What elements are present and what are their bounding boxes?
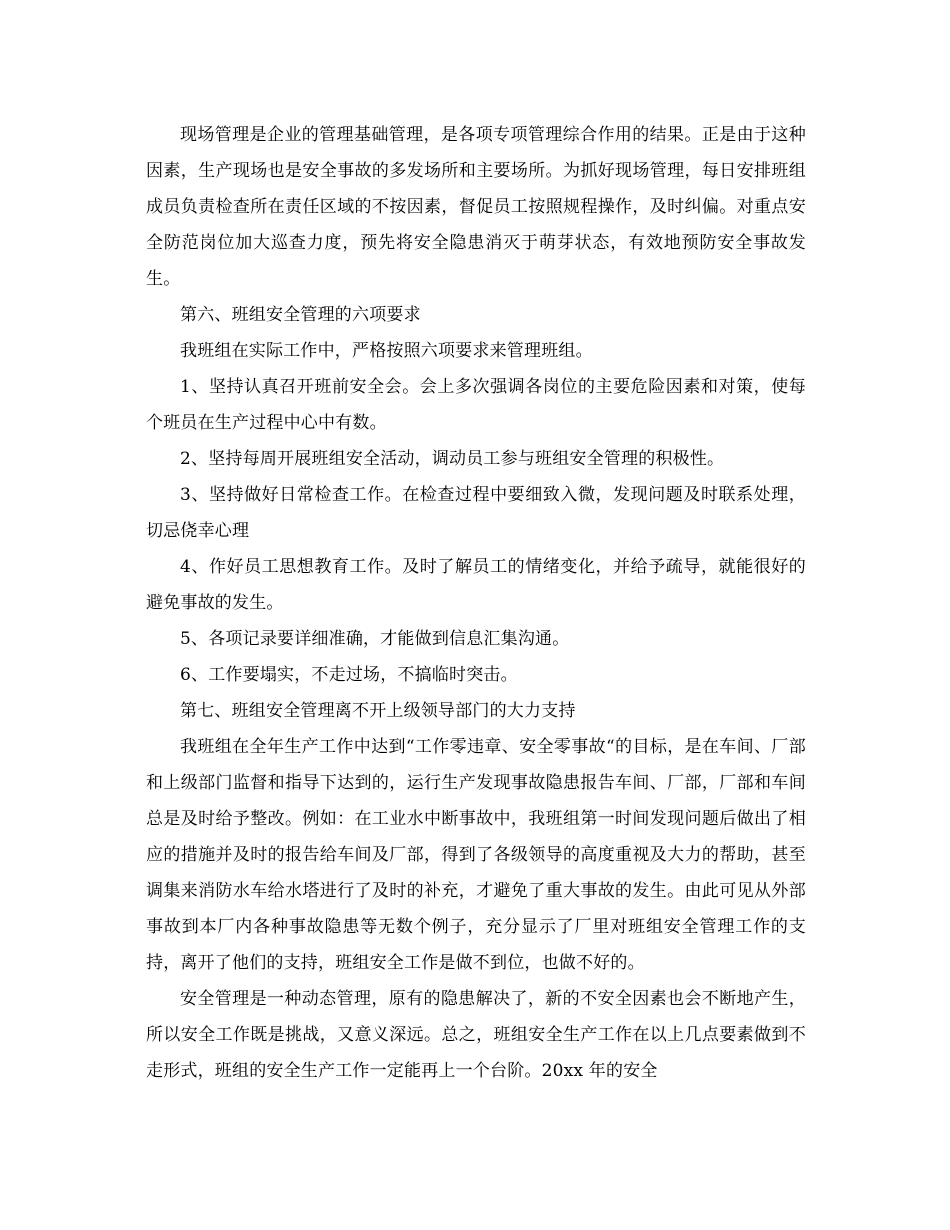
- paragraph-six-requirements-intro: 我班组在实际工作中，严格按照六项要求来管理班组。: [180, 341, 593, 361]
- list-item-requirement-3: 3、坚持做好日常检查工作。在检查过程中要细致入微，发现问题及时联系处理，切忌侥幸心理: [146, 485, 806, 541]
- paragraph-leadership-support: 我班组在全年生产工作中达到“工作零违章、安全零事故“的目标，是在车间、厂部和上级部门监督和指导下达到的，运行生产发现事故隐患报告车间、厂部，厂部和车间总是及时给予整改。例如：在工业水中断事故中，我班组第一时间发现问题后做出了相应的措施并及时的报告给车间及厂部，得到了各级领导的高度重视及大力的帮助，甚至调集来消防水车给水塔进行了及时的补充，才避免了重大事故的发生。由此可见从外部事故到本厂内各种事故隐患等无数个例子，充分显示了厂里对班组安全管理工作的支持，离开了他们的支持，班组安全工作是做不到位，也做不好的。: [146, 737, 806, 973]
- list-item-requirement-4: 4、作好员工思想教育工作。及时了解员工的情绪变化，并给予疏导，就能很好的避免事故的发生。: [146, 557, 806, 613]
- list-item-requirement-6: 6、工作要塌实，不走过场，不搞临时突击。: [180, 665, 518, 685]
- paragraph-site-management: 现场管理是企业的管理基础管理，是各项专项管理综合作用的结果。正是由于这种因素，生产现场也是安全事故的多发场所和主要场所。为抓好现场管理，每日安排班组成员负责检查所在责任区域的不按因素，督促员工按照规程操作，及时纠偏。对重点安全防范岗位加大巡查力度，预先将安全隐患消灭于萌芽状态，有效地预防安全事故发生。: [146, 125, 806, 289]
- paragraph-dynamic-management: 安全管理是一种动态管理，原有的隐患解决了，新的不安全因素也会不断地产生，所以安全工作既是挑战，又意义深远。总之，班组安全生产工作在以上几点要素做到不走形式，班组的安全生产工作一定能再上一个台阶。20xx 年的安全: [146, 989, 806, 1081]
- heading-section-seven: 第七、班组安全管理离不开上级领导部门的大力支持: [180, 701, 576, 721]
- list-item-requirement-2: 2、坚持每周开展班组安全活动，调动员工参与班组安全管理的积极性。: [180, 449, 725, 469]
- list-item-requirement-1: 1、坚持认真召开班前安全会。会上多次强调各岗位的主要危险因素和对策，使每个班员在生产过程中心中有数。: [146, 377, 806, 433]
- list-item-requirement-5: 5、各项记录要详细准确，才能做到信息汇集沟通。: [180, 629, 570, 649]
- heading-section-six: 第六、班组安全管理的六项要求: [180, 305, 421, 325]
- document-page: [146, 117, 806, 1089]
